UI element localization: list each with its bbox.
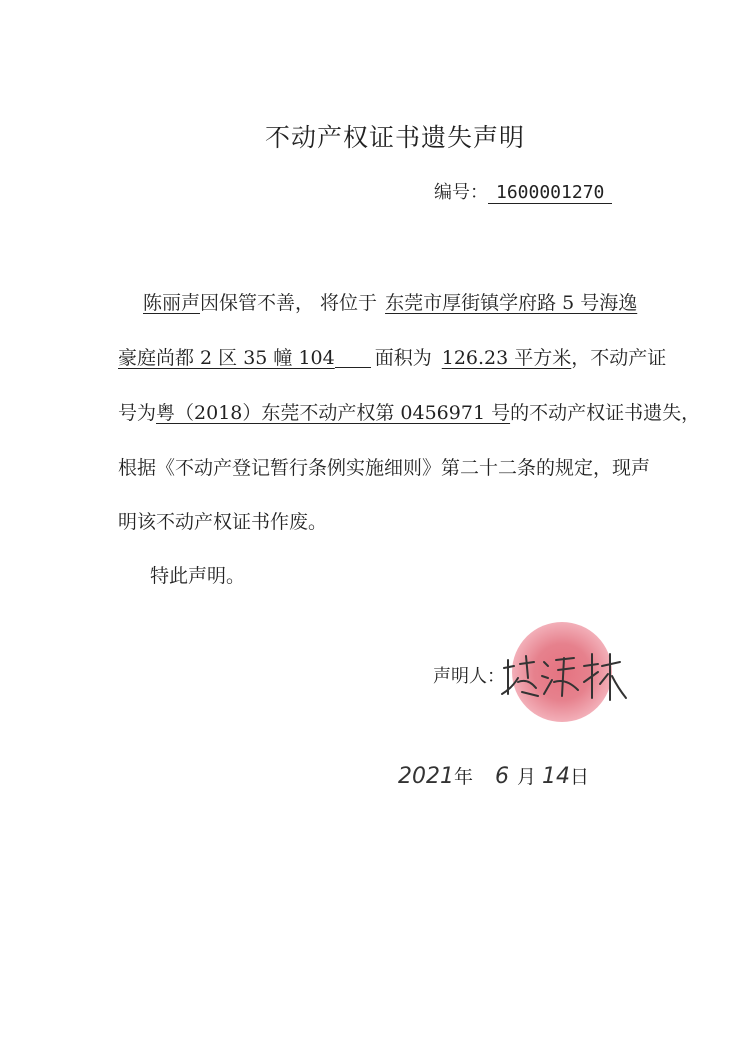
declaration-date — [398, 762, 589, 789]
handwritten-signature — [498, 648, 628, 708]
date-year-char: 年 — [454, 766, 474, 788]
property-address-1: 东莞市厚街镇学府路 5 号海逸 — [385, 292, 638, 314]
date-year-handwritten: 2021 — [398, 764, 454, 789]
body-line-1 — [143, 288, 637, 315]
body-text: 因保管不善， 将位于 — [200, 292, 378, 314]
document-number — [434, 178, 612, 204]
body-line-2 — [118, 343, 666, 370]
date-day-handwritten: 14 — [542, 764, 571, 789]
owner-name: 陈丽声 — [143, 292, 201, 314]
property-area: 126.23 平方米 — [441, 347, 572, 369]
date-month-handwritten: 6 — [495, 764, 510, 789]
document-title: 不动产权证书遗失声明 — [264, 123, 525, 152]
body-text: 的不动产权证书遗失， — [510, 402, 701, 424]
body-text: 面积为 — [374, 347, 432, 369]
body-line-5: 明该不动产权证书作废。 — [118, 511, 328, 533]
body-text: ，不动产证 — [571, 347, 667, 369]
document-number-label: 编号： — [434, 182, 488, 203]
body-line-4: 根据《不动产登记暂行条例实施细则》第二十二条的规定，现声 — [118, 457, 651, 479]
closing-text: 特此声明。 — [150, 565, 246, 587]
declarant-label: 声明人： — [433, 666, 505, 687]
property-address-2: 豪庭尚都 2 区 35 幢 104 — [118, 347, 335, 369]
address-blank — [335, 347, 371, 368]
certificate-number: 粤（2018）东莞不动产权第 0456971 号 — [156, 402, 511, 424]
document-number-value: 1600001270 — [488, 182, 612, 204]
body-text: 号为 — [118, 402, 157, 424]
body-line-3 — [118, 398, 700, 425]
date-day-char: 日 — [570, 766, 590, 788]
date-month-char: 月 — [517, 766, 537, 788]
